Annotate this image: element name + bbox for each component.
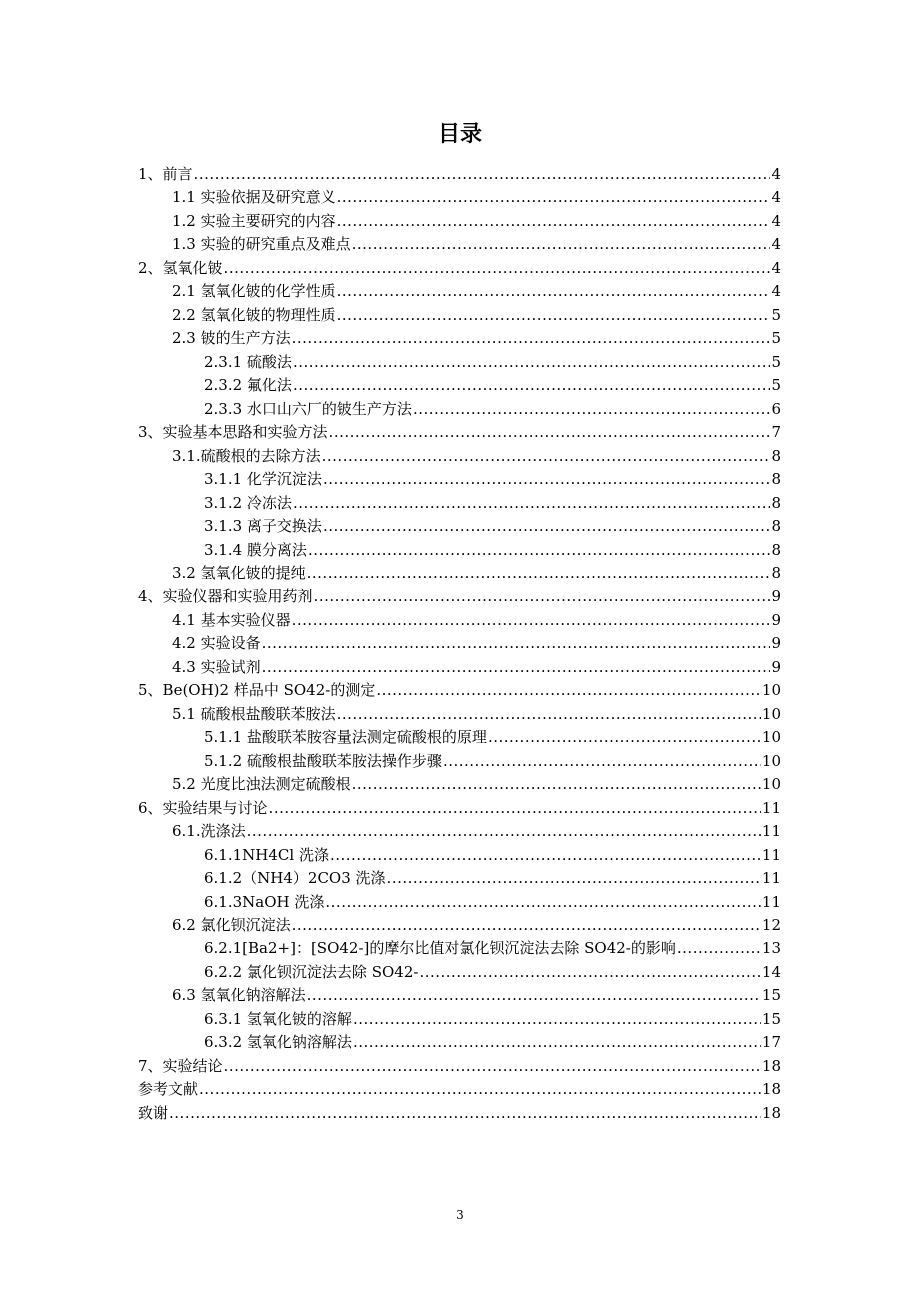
dot-leader [376,679,761,702]
toc-entry[interactable] [138,984,781,1007]
toc-entry-page-number: 10 [761,681,781,700]
dot-leader [292,327,771,350]
dot-leader [419,961,760,984]
toc-entry[interactable] [138,515,781,538]
toc-entry-page-number: 9 [771,657,781,676]
toc-entry-page-number: 18 [761,1103,781,1122]
toc-entry[interactable] [138,562,781,585]
toc-entry-page-number: 8 [771,540,781,559]
table-of-contents [138,163,781,1125]
dot-leader [323,468,771,491]
toc-entry-label: 3.1.1 化学沉淀法 [204,470,322,489]
toc-entry-label: 2.3.2 氟化法 [204,376,292,395]
toc-entry-page-number: 5 [771,352,781,371]
dot-leader [194,163,771,186]
toc-entry[interactable] [138,374,781,397]
dot-leader [337,186,771,209]
toc-entry-label: 3、实验基本思路和实验方法 [138,423,328,442]
toc-entry-label: 5.1.2 硫酸根盐酸联苯胺法操作步骤 [204,751,442,770]
toc-entry-page-number: 17 [761,1033,781,1052]
toc-entry[interactable] [138,961,781,984]
toc-entry-label: 6.1.3NaOH 洗涤 [204,892,325,911]
toc-entry-label: 1、前言 [138,165,193,183]
toc-entry-label: 2.3.3 水口山六厂的铍生产方法 [204,399,412,418]
toc-entry-label: 2.2 氢氧化铍的物理性质 [172,305,336,324]
toc-entry[interactable] [138,1008,781,1031]
toc-entry-page-number: 8 [771,470,781,489]
toc-entry-page-number: 18 [761,1080,781,1099]
toc-entry[interactable] [138,820,781,843]
toc-entry-page-number: 9 [771,587,781,606]
toc-entry[interactable] [138,1078,781,1101]
toc-entry-page-number: 15 [761,1009,781,1028]
toc-entry[interactable] [138,656,781,679]
toc-entry[interactable] [138,937,781,960]
toc-entry-label: 3.1.硫酸根的去除方法 [172,446,321,465]
toc-entry[interactable] [138,609,781,632]
toc-entry-page-number: 9 [771,634,781,653]
dot-leader [307,562,771,585]
dot-leader [353,1031,761,1054]
toc-entry[interactable] [138,351,781,374]
toc-entry-page-number: 4 [771,258,781,277]
toc-entry-label: 5.2 光度比浊法测定硫酸根 [172,775,351,794]
toc-entry-label: 参考文献 [138,1080,199,1099]
toc-entry[interactable] [138,327,781,350]
toc-entry-page-number: 5 [771,376,781,395]
dot-leader [269,797,761,820]
toc-entry[interactable] [138,750,781,773]
toc-entry-page-number: 14 [761,962,781,981]
dot-leader [247,820,761,843]
toc-entry-label: 4、实验仪器和实验用药剂 [138,587,313,606]
toc-entry-label: 5.1 硫酸根盐酸联苯胺法 [172,704,336,723]
dot-leader [353,1008,761,1031]
toc-entry-label: 6.2.2 氯化钡沉淀法去除 SO42- [204,962,419,981]
toc-entry[interactable] [138,257,781,280]
toc-entry[interactable] [138,891,781,914]
toc-entry[interactable] [138,492,781,515]
toc-entry-page-number: 10 [761,704,781,723]
toc-entry-label: 致谢 [138,1103,169,1122]
toc-entry[interactable] [138,186,781,209]
dot-leader [314,585,771,608]
toc-entry-label: 2.3.1 硫酸法 [204,352,292,371]
toc-entry-page-number: 13 [761,939,781,958]
toc-entry[interactable] [138,210,781,233]
dot-leader [337,280,771,303]
dot-leader [387,867,761,890]
toc-entry-page-number: 11 [761,798,781,817]
toc-entry-label: 6.2.1[Ba2+]：[SO42-]的摩尔比值对氯化钡沉淀法去除 SO42-的影响 [204,939,676,958]
dot-leader [307,984,761,1007]
toc-entry-label: 2.1 氢氧化铍的化学性质 [172,282,336,301]
toc-entry-label: 5.1.1 盐酸联苯胺容量法测定硫酸根的原理 [204,728,487,747]
toc-entry-page-number: 4 [771,211,781,230]
toc-entry[interactable] [138,867,781,890]
toc-entry-page-number: 8 [771,446,781,465]
toc-entry-label: 4.3 实验试剂 [172,657,261,676]
toc-entry-page-number: 11 [761,845,781,864]
dot-leader [337,703,761,726]
toc-entry[interactable] [138,773,781,796]
toc-entry-page-number: 8 [771,493,781,512]
toc-entry-label: 5、Be(OH)2 样品中 SO42-的测定 [138,681,376,700]
toc-entry[interactable] [138,539,781,562]
toc-entry-label: 2、氢氧化铍 [138,258,223,277]
toc-entry-page-number: 5 [771,329,781,348]
dot-leader [292,914,761,937]
dot-leader [293,492,771,515]
dot-leader [322,445,771,468]
toc-entry[interactable] [138,914,781,937]
toc-entry-label: 3.1.2 冷冻法 [204,493,292,512]
toc-entry-label: 6、实验结果与讨论 [138,798,268,817]
page-number: 3 [456,1208,464,1222]
toc-entry-page-number: 4 [771,235,781,254]
toc-entry-label: 2.3 铍的生产方法 [172,329,291,348]
toc-entry[interactable] [138,398,781,421]
dot-leader [337,210,771,233]
toc-entry-label: 4.2 实验设备 [172,634,261,653]
toc-entry[interactable] [138,703,781,726]
dot-leader [488,726,761,749]
toc-entry-page-number: 10 [761,751,781,770]
dot-leader [169,1102,761,1125]
dot-leader [443,750,761,773]
toc-entry-label: 6.2 氯化钡沉淀法 [172,916,291,934]
toc-entry-label: 6.1.2（NH4）2CO3 洗涤 [204,869,386,888]
toc-entry-label: 6.3.2 氢氧化钠溶解法 [204,1033,352,1052]
toc-entry[interactable] [138,304,781,327]
toc-entry-label: 7、实验结论 [138,1056,223,1075]
dot-leader [224,1055,761,1078]
toc-entry-page-number: 10 [761,728,781,747]
toc-entry-label: 6.3.1 氢氧化铍的溶解 [204,1009,352,1028]
toc-entry-page-number: 15 [761,986,781,1005]
dot-leader [224,257,771,280]
dot-leader [262,656,771,679]
dot-leader [292,609,771,632]
dot-leader [199,1078,761,1101]
toc-entry-page-number: 11 [761,892,781,911]
dot-leader [352,773,761,796]
toc-entry[interactable] [138,233,781,256]
toc-entry-label: 6.1.1NH4Cl 洗涤 [204,845,329,864]
toc-entry[interactable] [138,1102,781,1125]
toc-entry-page-number: 6 [771,399,781,418]
dot-leader [293,374,771,397]
toc-entry-page-number: 8 [771,563,781,582]
dot-leader [352,233,771,256]
toc-entry-label: 3.1.4 膜分离法 [204,540,307,559]
dot-leader [330,844,761,867]
toc-entry[interactable] [138,726,781,749]
page-title: 目录 [437,122,482,147]
dot-leader [262,632,771,655]
toc-entry[interactable] [138,1031,781,1054]
toc-entry-label: 1.1 实验依据及研究意义 [172,188,336,207]
dot-leader [337,304,771,327]
toc-entry-page-number: 5 [771,305,781,324]
toc-entry-label: 4.1 基本实验仪器 [172,610,291,629]
toc-entry-label: 6.3 氢氧化钠溶解法 [172,986,306,1005]
toc-entry[interactable] [138,679,781,702]
toc-entry-page-number: 7 [771,423,781,442]
toc-entry-page-number: 4 [771,188,781,207]
toc-entry[interactable] [138,445,781,468]
toc-entry[interactable] [138,844,781,867]
dot-leader [293,351,771,374]
toc-entry-page-number: 18 [761,1056,781,1075]
toc-entry[interactable] [138,585,781,608]
toc-entry[interactable] [138,468,781,491]
toc-entry-label: 3.2 氢氧化铍的提纯 [172,563,306,582]
dot-leader [325,891,761,914]
dot-leader [677,937,761,960]
toc-entry-page-number: 4 [771,165,781,183]
toc-entry-page-number: 10 [761,775,781,794]
dot-leader [329,421,771,444]
toc-entry-page-number: 4 [771,282,781,301]
toc-entry[interactable] [138,163,781,186]
toc-entry-label: 3.1.3 离子交换法 [204,517,322,536]
dot-leader [413,398,771,421]
toc-entry-page-number: 11 [761,822,781,841]
toc-entry-page-number: 9 [771,610,781,629]
dot-leader [323,515,771,538]
toc-entry[interactable] [138,632,781,655]
toc-entry-page-number: 8 [771,517,781,536]
toc-entry[interactable] [138,280,781,303]
toc-entry-label: 1.2 实验主要研究的内容 [172,211,336,230]
toc-entry-page-number: 12 [761,916,781,934]
toc-entry-label: 6.1.洗涤法 [172,822,246,841]
toc-entry-label: 1.3 实验的研究重点及难点 [172,235,351,254]
toc-entry[interactable] [138,1055,781,1078]
dot-leader [308,539,771,562]
toc-entry[interactable] [138,797,781,820]
toc-entry-page-number: 11 [761,869,781,888]
toc-entry[interactable] [138,421,781,444]
